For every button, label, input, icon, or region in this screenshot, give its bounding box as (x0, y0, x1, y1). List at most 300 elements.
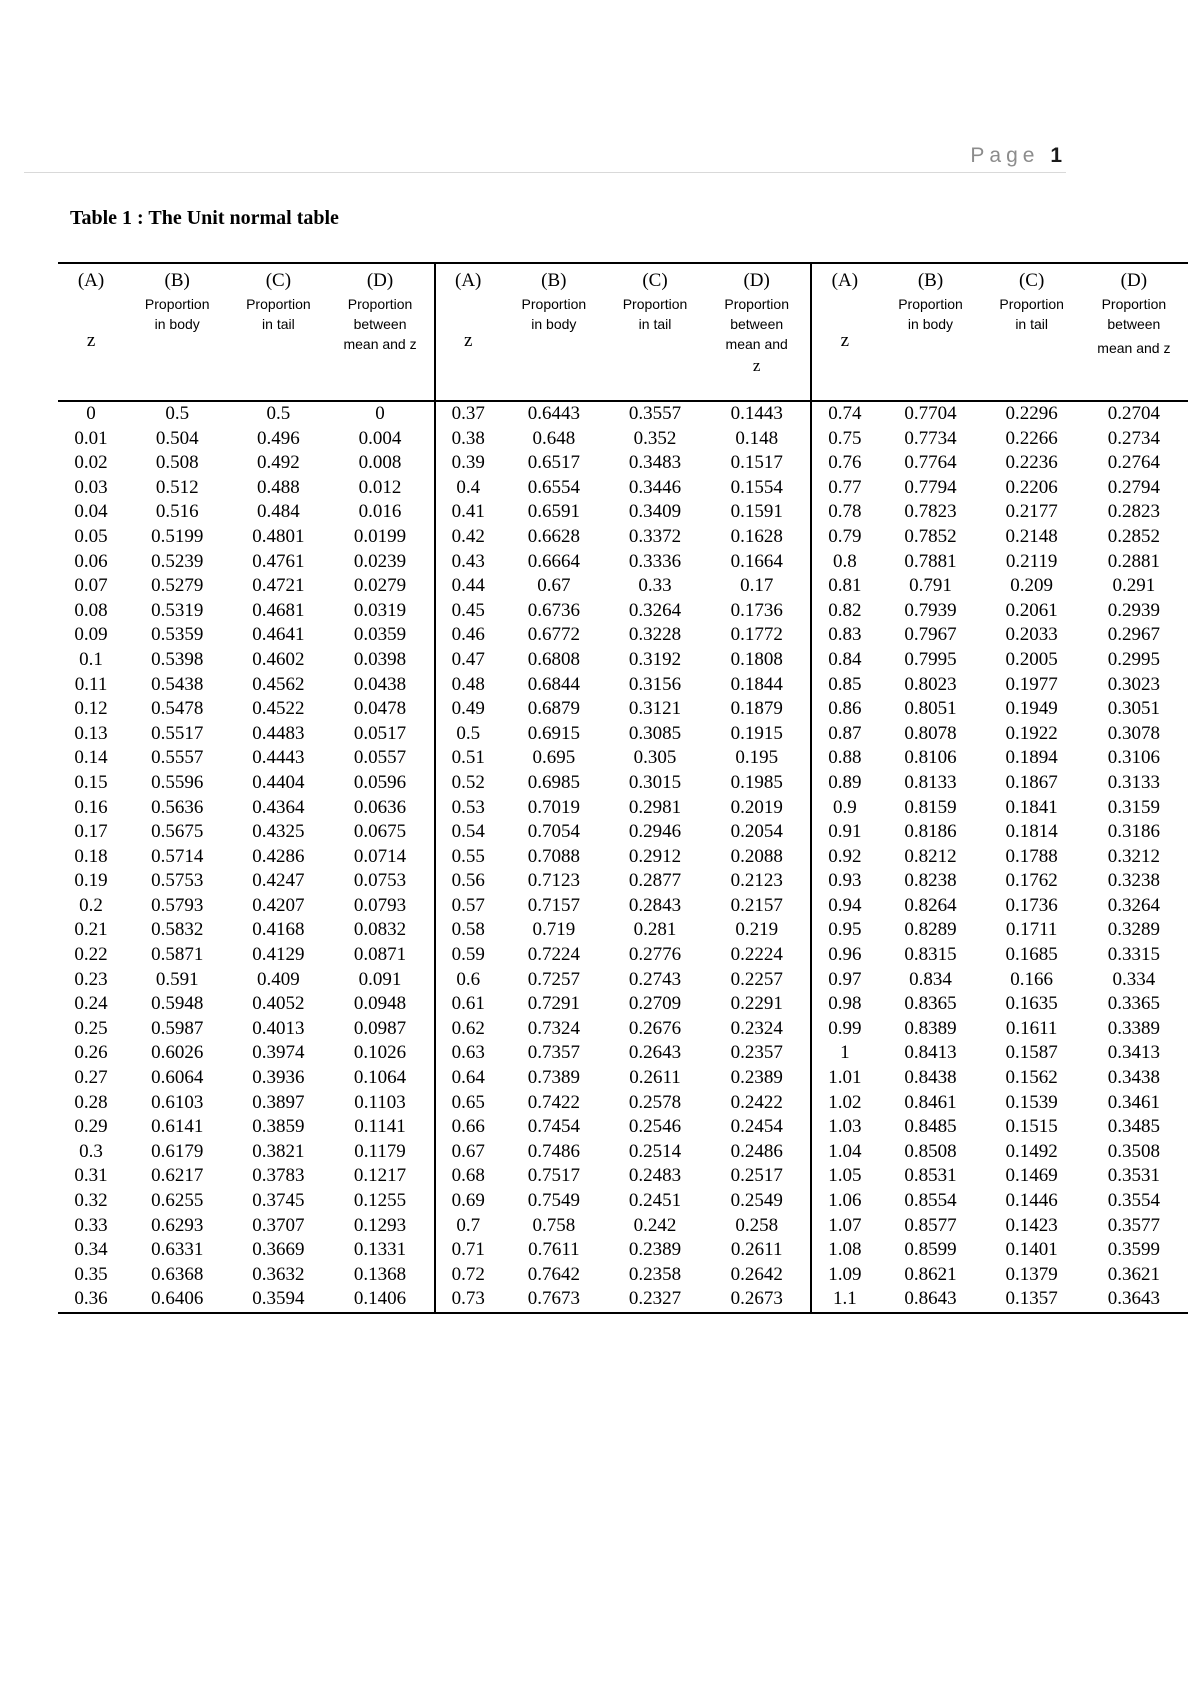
table-cell: 0.81 (811, 574, 877, 599)
table-cell: 0.3557 (628, 403, 682, 424)
table-cell: 0.3707 (252, 1214, 305, 1236)
page-header (24, 140, 1066, 173)
table-cell: 0.67 (435, 1140, 501, 1165)
table-cell: 1.05 (811, 1164, 877, 1189)
table-row (58, 550, 1188, 575)
table-cell: 0.13 (74, 722, 108, 744)
table-cell: 0.4013 (252, 1017, 305, 1039)
col-letter-a: (A) (811, 263, 877, 292)
table-cell: 0.3483 (628, 452, 682, 474)
table-cell: 0.3669 (252, 1239, 305, 1261)
table-row (58, 1091, 1188, 1116)
table-cell: 0.2224 (730, 944, 783, 966)
table-cell: 0.0359 (353, 624, 407, 646)
table-cell: 0.7224 (527, 944, 580, 966)
table-cell: 0.281 (633, 919, 677, 941)
table-cell: 0.59 (435, 943, 501, 968)
table-cell: 0.6591 (527, 501, 580, 523)
table-cell: 0.1867 (1005, 771, 1058, 793)
table-cell: 0.7389 (527, 1067, 580, 1089)
table-cell: 0.57 (435, 894, 501, 919)
table-cell: 0.3192 (628, 648, 682, 670)
table-cell: 0.508 (155, 452, 199, 474)
table-cell: 0.78 (811, 500, 877, 525)
table-cell: 0.3389 (1107, 1017, 1160, 1039)
col-letter-b: (B) (541, 270, 567, 291)
table-cell: 0.6368 (151, 1263, 204, 1285)
table-cell: 0.2676 (628, 1017, 682, 1039)
table-cell: 0.4325 (252, 821, 305, 843)
table-cell: 0.65 (435, 1091, 501, 1116)
table-cell: 0.4168 (252, 919, 305, 941)
table-cell: 0.1492 (1005, 1140, 1058, 1162)
table-cell: 0.8485 (904, 1116, 957, 1138)
table-cell: 0.1664 (730, 550, 783, 572)
table-cell: 0.305 (633, 747, 677, 769)
table-cell: 0.5319 (151, 599, 204, 621)
table-cell: 1.06 (811, 1189, 877, 1214)
table-cell: 0.3289 (1107, 919, 1160, 941)
table-cell: 0.1293 (353, 1214, 407, 1236)
table-cell: 0.15 (74, 771, 108, 793)
table-cell: 0.3336 (628, 550, 682, 572)
table-cell: 0.1814 (1005, 821, 1058, 843)
table-cell: 0.46 (435, 623, 501, 648)
table-cell: 0.73 (435, 1287, 501, 1313)
table-cell: 0.648 (532, 427, 576, 449)
table-cell: 0.2123 (730, 870, 783, 892)
table-cell: 0.5832 (151, 919, 204, 941)
table-cell: 0.008 (358, 452, 402, 474)
table-cell: 0.1515 (1005, 1116, 1058, 1138)
table-cell: 0.8289 (904, 919, 957, 941)
table-cell: 0.99 (811, 1017, 877, 1042)
table-cell: 0.1064 (353, 1067, 407, 1089)
table-cell: 0.5987 (151, 1017, 204, 1039)
table-cell: 0.195 (735, 747, 779, 769)
table-cell: 0.3228 (628, 624, 682, 646)
table-cell: 0.08 (74, 599, 108, 621)
table-cell: 0.6 (435, 968, 501, 993)
table-cell: 0.93 (811, 869, 877, 894)
table-cell: 0.0832 (353, 919, 407, 941)
table-cell: 0.334 (1112, 968, 1156, 990)
table-cell: 0.3594 (230, 1287, 326, 1313)
table-cell: 0.2578 (628, 1091, 682, 1113)
col-body-header: Proportion in body (501, 292, 607, 401)
table-cell: 0.7995 (904, 648, 957, 670)
table-row (58, 451, 1188, 476)
table-cell: 1.03 (811, 1115, 877, 1140)
table-cell: 0.41 (435, 500, 501, 525)
table-cell: 0.8133 (904, 771, 957, 793)
col-body-header: Proportion in body (877, 292, 983, 401)
table-cell: 0.7611 (528, 1239, 580, 1261)
table-cell: 0.7642 (527, 1263, 580, 1285)
table-cell: 0.3621 (1107, 1263, 1160, 1285)
table-cell: 0.66 (435, 1115, 501, 1140)
table-cell: 0.0279 (353, 575, 407, 597)
table-cell: 0.2709 (628, 993, 682, 1015)
table-cell: 0.1915 (730, 722, 783, 744)
table-cell: 1.1 (811, 1287, 877, 1313)
table-cell: 0.6772 (527, 624, 580, 646)
table-cell: 0.24 (74, 993, 108, 1015)
table-cell: 0.67 (537, 575, 571, 597)
table-cell: 0.4761 (252, 550, 305, 572)
table-cell: 0.5 (165, 403, 190, 424)
table-cell: 0.512 (155, 476, 199, 498)
table-cell: 0.2517 (730, 1165, 783, 1187)
table-cell: 0.3264 (1107, 894, 1160, 916)
table-cell: 0.2389 (628, 1239, 682, 1261)
table-cell: 0.8413 (904, 1042, 957, 1064)
table-cell: 0.44 (435, 574, 501, 599)
table-cell: 0.8023 (904, 673, 957, 695)
table-cell: 0.91 (811, 820, 877, 845)
table-title: Table 1 : The Unit normal table (70, 207, 339, 229)
table-row (58, 771, 1188, 796)
table-cell: 0.5 (266, 403, 291, 424)
table-row (58, 623, 1188, 648)
table-cell: 0.2673 (703, 1287, 811, 1313)
table-cell: 0.36 (58, 1287, 124, 1313)
table-cell: 0.1736 (1005, 894, 1058, 916)
table-cell: 0.3212 (1107, 845, 1160, 867)
table-cell: 0.3643 (1080, 1287, 1188, 1313)
table-cell: 0.76 (811, 451, 877, 476)
table-cell: 0.1446 (1005, 1190, 1058, 1211)
table-cell: 0.1255 (353, 1190, 407, 1211)
table-cell: 0 (86, 403, 96, 424)
table-cell: 0.25 (74, 1017, 108, 1039)
table-cell: 0.1562 (1005, 1067, 1058, 1089)
table-cell: 0.1808 (730, 648, 783, 670)
table-cell: 0.97 (811, 968, 877, 993)
table-cell: 0.091 (358, 968, 402, 990)
table-cell: 0.2119 (1005, 550, 1058, 572)
col-between-header: Proportion between mean and z (703, 292, 811, 401)
table-cell: 0.8051 (904, 698, 957, 720)
table-cell: 0.2764 (1107, 452, 1160, 474)
table-cell: 0.55 (435, 845, 501, 870)
table-cell: 0.3365 (1107, 993, 1160, 1015)
table-cell: 0.7422 (527, 1091, 580, 1113)
table-cell: 0.2776 (628, 944, 682, 966)
table-cell: 0.2912 (628, 845, 682, 867)
table-cell: 0.0478 (353, 698, 407, 720)
table-cell: 0.3577 (1107, 1214, 1160, 1236)
table-cell: 0.2157 (730, 894, 783, 916)
table-cell: 0.8238 (904, 870, 957, 892)
table-cell: 0.0793 (353, 894, 407, 916)
table-cell: 0.8621 (904, 1263, 957, 1285)
table-row (58, 943, 1188, 968)
table-cell: 0.1879 (730, 698, 783, 720)
table-cell: 0.1635 (1005, 993, 1058, 1015)
table-cell: 0.0517 (353, 722, 407, 744)
table-cell: 0.2 (79, 894, 103, 916)
table-cell: 0.1772 (730, 624, 783, 646)
table-row (58, 1287, 1188, 1313)
col-letter-d: (D) (1120, 270, 1148, 291)
table-cell: 0.1443 (730, 403, 783, 424)
table-cell: 0.258 (735, 1214, 779, 1236)
col-letter-a: (A) (435, 263, 501, 292)
table-cell: 0.3315 (1107, 944, 1160, 966)
table-cell: 0.492 (257, 452, 300, 474)
table-cell: 0.488 (257, 476, 300, 498)
table-cell: 0.82 (811, 599, 877, 624)
table-cell: 0.5279 (151, 575, 204, 597)
table-cell: 0.6879 (527, 698, 580, 720)
table-cell: 0.2995 (1107, 648, 1160, 670)
table-cell: 0.8212 (904, 845, 957, 867)
table-cell: 0.5871 (151, 944, 204, 966)
col-tail-header: Proportion in tail (984, 292, 1080, 401)
col-tail-header: Proportion in tail (607, 292, 703, 401)
table-row (58, 500, 1188, 525)
table-cell: 0.54 (435, 820, 501, 845)
table-cell: 0.484 (257, 501, 300, 523)
table-cell: 0.7967 (904, 624, 957, 646)
table-cell: 0.4602 (252, 648, 305, 670)
table-cell: 0.3974 (252, 1042, 305, 1064)
table-cell: 0.291 (1112, 575, 1156, 597)
table-row (58, 968, 1188, 993)
table-cell: 0.7881 (904, 550, 957, 572)
table-cell: 0.3078 (1107, 722, 1160, 744)
table-cell: 0.7291 (527, 993, 580, 1015)
table-cell: 0.62 (435, 1017, 501, 1042)
table-cell: 0.219 (735, 919, 779, 941)
table-cell: 0.6179 (151, 1140, 204, 1162)
table-cell: 0.6844 (527, 673, 580, 695)
col-letter-d: (D) (743, 270, 770, 291)
table-cell: 0.0987 (353, 1017, 407, 1039)
table-cell: 0.3745 (252, 1190, 305, 1211)
column-letter-row (58, 263, 1188, 292)
table-cell: 0.6103 (151, 1091, 204, 1113)
table-cell: 0.8315 (904, 944, 957, 966)
table-cell: 0.4129 (252, 944, 305, 966)
table-cell: 0.7734 (904, 427, 957, 449)
table-row (58, 525, 1188, 550)
table-cell: 0.352 (633, 427, 677, 449)
table-cell: 0.18 (74, 845, 108, 867)
table-cell: 0.1685 (1005, 944, 1058, 966)
table-cell: 0.89 (811, 771, 877, 796)
table-cell: 0.0438 (353, 673, 407, 695)
table-cell: 0.8577 (904, 1214, 957, 1236)
table-cell: 0.17 (740, 575, 774, 597)
table-row (58, 992, 1188, 1017)
table-cell: 0.7704 (904, 403, 957, 424)
table-cell: 0.1977 (1005, 673, 1058, 695)
table-cell: 0.3106 (1107, 747, 1160, 769)
table-cell: 0.16 (74, 796, 108, 818)
table-cell: 0.5478 (151, 698, 204, 720)
table-cell: 0.2549 (730, 1190, 783, 1211)
table-cell: 0.1711 (1005, 919, 1058, 941)
table-cell: 0.5 (435, 722, 501, 747)
table-cell: 0.4562 (252, 673, 305, 695)
table-row (58, 1066, 1188, 1091)
page-label-text: Page (970, 144, 1040, 167)
table-cell: 0.1922 (1005, 722, 1058, 744)
table-cell: 0.19 (74, 870, 108, 892)
table-cell: 0.1103 (354, 1091, 406, 1113)
table-cell: 0.719 (532, 919, 576, 941)
table-cell: 0.5398 (151, 648, 204, 670)
table-cell: 0.2061 (1005, 599, 1058, 621)
table-cell: 0.7 (435, 1214, 501, 1239)
table-cell: 0.1 (79, 648, 103, 670)
table-cell: 0.004 (358, 427, 402, 449)
table-cell: 0.4364 (252, 796, 305, 818)
table-cell: 0.1406 (326, 1287, 434, 1313)
table-cell: 0.1517 (730, 452, 783, 474)
table-cell: 0.6915 (527, 722, 580, 744)
table-cell: 0.2611 (629, 1067, 681, 1089)
table-cell: 0.6064 (151, 1067, 204, 1089)
table-cell: 0.2454 (730, 1116, 783, 1138)
table-cell: 0.3438 (1107, 1067, 1160, 1089)
table-cell: 0.8106 (904, 747, 957, 769)
table-cell: 0.79 (811, 525, 877, 550)
table-cell: 0.2939 (1107, 599, 1160, 621)
col-letter-c: (C) (1018, 270, 1045, 291)
table-cell: 0.98 (811, 992, 877, 1017)
table-cell: 0.5714 (151, 845, 204, 867)
table-cell: 1.07 (811, 1214, 877, 1239)
table-cell: 0.3159 (1107, 796, 1160, 818)
table-row (58, 845, 1188, 870)
table-row (58, 574, 1188, 599)
table-cell: 0.0714 (353, 845, 407, 867)
table-cell: 0.5239 (151, 550, 204, 572)
table-cell: 0.758 (532, 1214, 576, 1236)
table-cell: 0.2734 (1107, 427, 1160, 449)
table-cell: 1.01 (811, 1066, 877, 1091)
table-cell: 0.695 (532, 747, 576, 769)
table-cell: 0.4641 (252, 624, 305, 646)
table-cell: 0.85 (811, 673, 877, 698)
table-cell: 0.06 (74, 550, 108, 572)
table-cell: 0.12 (74, 698, 108, 720)
table-cell: 0.2967 (1107, 624, 1160, 646)
table-cell: 0.86 (811, 697, 877, 722)
table-cell: 0.791 (909, 575, 952, 597)
table-cell: 0.2054 (730, 821, 783, 843)
table-cell: 0.2357 (730, 1042, 783, 1064)
table-cell: 0.4286 (252, 845, 305, 867)
table-cell: 0.409 (257, 968, 300, 990)
table-cell: 0.2877 (628, 870, 682, 892)
table-cell: 0.2019 (730, 796, 783, 818)
table-cell: 0.834 (909, 968, 952, 990)
table-cell: 0.4801 (252, 525, 305, 547)
table-cell: 0.496 (257, 427, 300, 449)
table-cell: 0.0948 (353, 993, 407, 1015)
table-cell: 0.04 (74, 501, 108, 523)
table-cell: 0.29 (74, 1116, 108, 1138)
table-cell: 0.8264 (904, 894, 957, 916)
table-cell: 0.2981 (628, 796, 682, 818)
table-row (58, 1263, 1188, 1288)
table-cell: 0.8461 (904, 1091, 957, 1113)
table-cell: 0.7324 (527, 1017, 580, 1039)
table-cell: 0.7454 (527, 1116, 580, 1138)
table-cell: 0.7852 (904, 525, 957, 547)
table-cell: 0.3186 (1107, 821, 1160, 843)
column-description-row (58, 292, 1188, 401)
table-cell: 0.4681 (252, 599, 305, 621)
table-cell: 0.23 (74, 968, 108, 990)
table-cell: 0.1141 (354, 1116, 406, 1138)
table-cell: 0.32 (74, 1190, 108, 1211)
table-cell: 0.71 (435, 1238, 501, 1263)
table-cell: 0.5557 (151, 747, 204, 769)
table-cell: 0.77 (811, 476, 877, 501)
table-row (58, 1214, 1188, 1239)
table-cell: 0.8159 (904, 796, 957, 818)
col-tail-header: Proportion in tail (230, 292, 326, 401)
table-cell: 0.7123 (527, 870, 580, 892)
table-cell: 0.2422 (730, 1091, 783, 1113)
table-cell: 0.14 (74, 747, 108, 769)
table-cell: 0.6628 (527, 525, 580, 547)
table-cell: 0.3554 (1107, 1190, 1160, 1211)
table-cell: 0.2324 (730, 1017, 783, 1039)
table-cell: 0.6255 (151, 1190, 204, 1211)
table-cell: 0.2823 (1107, 501, 1160, 523)
table-row (58, 697, 1188, 722)
table-cell: 0.4404 (252, 771, 305, 793)
table-cell: 0.8389 (904, 1017, 957, 1039)
table-cell: 0.1587 (1005, 1042, 1058, 1064)
table-cell: 0.2451 (628, 1190, 682, 1211)
table-cell: 0.1591 (730, 501, 783, 523)
table-cell: 0.64 (435, 1066, 501, 1091)
table-cell: 0.5199 (151, 525, 204, 547)
table-cell: 0.1894 (1005, 747, 1058, 769)
table-cell: 0.34 (74, 1239, 108, 1261)
table-cell: 0.3051 (1107, 698, 1160, 720)
table-cell: 0.39 (435, 451, 501, 476)
table-row (58, 869, 1188, 894)
table-cell: 0.7357 (527, 1042, 580, 1064)
table-cell: 0.2514 (628, 1140, 682, 1162)
table-cell: 0.3023 (1107, 673, 1160, 695)
table-cell: 0.07 (74, 575, 108, 597)
table-cell: 0.38 (435, 427, 501, 452)
table-row (58, 1189, 1188, 1214)
table-cell: 0.2033 (1005, 624, 1058, 646)
table-cell: 0.96 (811, 943, 877, 968)
table-cell: 0.6026 (151, 1042, 204, 1064)
table-cell: 0.0596 (353, 771, 407, 793)
col-z-header: z (435, 292, 501, 401)
table-header (58, 263, 1188, 401)
table-cell: 0.2852 (1107, 525, 1160, 547)
table-cell: 0.1026 (353, 1042, 407, 1064)
table-cell: 0.3121 (628, 698, 682, 720)
table-row (58, 1140, 1188, 1165)
table-cell: 0.2291 (730, 993, 783, 1015)
table-cell: 0.8365 (904, 993, 957, 1015)
table-cell: 0.22 (74, 944, 108, 966)
